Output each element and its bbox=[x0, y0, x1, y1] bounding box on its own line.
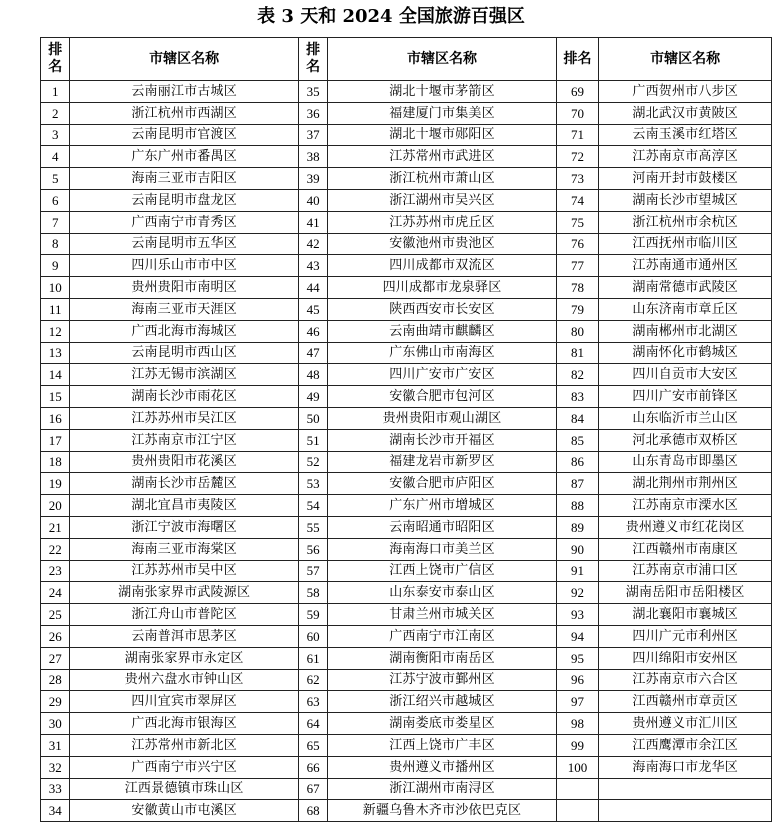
rank-cell: 86 bbox=[556, 451, 599, 473]
rank-cell: 98 bbox=[556, 713, 599, 735]
rank-cell: 85 bbox=[556, 429, 599, 451]
table-body bbox=[41, 81, 772, 822]
table-row bbox=[41, 473, 772, 495]
district-name-cell: 江苏宁波市鄞州区 bbox=[328, 669, 556, 691]
table-row bbox=[41, 495, 772, 517]
rank-cell: 46 bbox=[298, 320, 327, 342]
table-row bbox=[41, 124, 772, 146]
district-name-cell: 贵州遵义市汇川区 bbox=[599, 713, 772, 735]
district-name-cell: 湖南长沙市开福区 bbox=[328, 429, 556, 451]
district-name-cell: 江苏无锡市滨湖区 bbox=[70, 364, 298, 386]
district-name-cell: 江西赣州市南康区 bbox=[599, 538, 772, 560]
district-name-cell: 湖南怀化市鹤城区 bbox=[599, 342, 772, 364]
district-name-cell: 江苏南京市江宁区 bbox=[70, 429, 298, 451]
rank-cell: 24 bbox=[41, 582, 70, 604]
rank-cell: 59 bbox=[298, 604, 327, 626]
header-rank-col-1: 排 名 bbox=[41, 38, 70, 81]
rank-cell: 37 bbox=[298, 124, 327, 146]
rank-cell: 21 bbox=[41, 516, 70, 538]
district-name-cell: 河北承德市双桥区 bbox=[599, 429, 772, 451]
rank-cell: 56 bbox=[298, 538, 327, 560]
rank-cell: 34 bbox=[41, 800, 70, 822]
district-name-cell: 广东广州市番禺区 bbox=[70, 146, 298, 168]
district-name-cell: 安徽黄山市屯溪区 bbox=[70, 800, 298, 822]
district-name-cell: 浙江湖州市吴兴区 bbox=[328, 189, 556, 211]
district-name-cell: 湖北宜昌市夷陵区 bbox=[70, 495, 298, 517]
district-name-cell: 湖南长沙市岳麓区 bbox=[70, 473, 298, 495]
district-name-cell: 湖南长沙市望城区 bbox=[599, 189, 772, 211]
rank-cell: 8 bbox=[41, 233, 70, 255]
rank-cell: 81 bbox=[556, 342, 599, 364]
rank-cell: 94 bbox=[556, 625, 599, 647]
district-name-cell: 江西景德镇市珠山区 bbox=[70, 778, 298, 800]
district-name-cell: 四川乐山市市中区 bbox=[70, 255, 298, 277]
district-name-cell: 湖南岳阳市岳阳楼区 bbox=[599, 582, 772, 604]
district-name-cell: 浙江杭州市萧山区 bbox=[328, 168, 556, 190]
district-name-cell: 四川成都市龙泉驿区 bbox=[328, 277, 556, 299]
rank-cell: 3 bbox=[41, 124, 70, 146]
rank-cell: 45 bbox=[298, 298, 327, 320]
table-row bbox=[41, 146, 772, 168]
table-row bbox=[41, 778, 772, 800]
header-name-col-2: 市辖区名称 bbox=[328, 38, 556, 81]
district-name-cell: 江苏苏州市吴江区 bbox=[70, 407, 298, 429]
district-name-cell: 浙江绍兴市越城区 bbox=[328, 691, 556, 713]
rank-cell: 61 bbox=[298, 647, 327, 669]
header-rank-col-3: 排名 bbox=[556, 38, 599, 81]
district-name-cell: 山东青岛市即墨区 bbox=[599, 451, 772, 473]
rank-cell: 9 bbox=[41, 255, 70, 277]
district-name-cell: 安徽合肥市包河区 bbox=[328, 386, 556, 408]
rank-cell: 70 bbox=[556, 102, 599, 124]
district-name-cell: 江苏苏州市吴中区 bbox=[70, 560, 298, 582]
rank-cell: 96 bbox=[556, 669, 599, 691]
rank-cell: 1 bbox=[41, 81, 70, 103]
table-row bbox=[41, 320, 772, 342]
district-name-cell: 云南昆明市西山区 bbox=[70, 342, 298, 364]
table-row bbox=[41, 168, 772, 190]
district-name-cell: 江西抚州市临川区 bbox=[599, 233, 772, 255]
rank-cell: 20 bbox=[41, 495, 70, 517]
rank-cell: 25 bbox=[41, 604, 70, 626]
district-name-cell: 山东泰安市泰山区 bbox=[328, 582, 556, 604]
district-name-cell: 四川绵阳市安州区 bbox=[599, 647, 772, 669]
district-name-cell: 安徽池州市贵池区 bbox=[328, 233, 556, 255]
rank-cell: 12 bbox=[41, 320, 70, 342]
rank-cell: 2 bbox=[41, 102, 70, 124]
table-row bbox=[41, 102, 772, 124]
district-name-cell: 广东佛山市南海区 bbox=[328, 342, 556, 364]
table-row bbox=[41, 233, 772, 255]
district-name-cell: 安徽合肥市庐阳区 bbox=[328, 473, 556, 495]
district-name-cell: 贵州遵义市红花岗区 bbox=[599, 516, 772, 538]
district-name-cell: 四川广元市利州区 bbox=[599, 625, 772, 647]
rank-cell: 14 bbox=[41, 364, 70, 386]
district-name-cell: 广西南宁市兴宁区 bbox=[70, 756, 298, 778]
rank-cell bbox=[556, 778, 599, 800]
district-name-cell: 湖北襄阳市襄城区 bbox=[599, 604, 772, 626]
table-row bbox=[41, 800, 772, 822]
rank-cell: 26 bbox=[41, 625, 70, 647]
rank-cell: 72 bbox=[556, 146, 599, 168]
district-name-cell: 云南昆明市官渡区 bbox=[70, 124, 298, 146]
district-name-cell: 甘肃兰州市城关区 bbox=[328, 604, 556, 626]
rank-cell: 97 bbox=[556, 691, 599, 713]
header-name-col-1: 市辖区名称 bbox=[70, 38, 298, 81]
district-name-cell: 云南普洱市思茅区 bbox=[70, 625, 298, 647]
rank-cell: 32 bbox=[41, 756, 70, 778]
header-rank-col-2: 排 名 bbox=[298, 38, 327, 81]
district-name-cell: 江西上饶市广丰区 bbox=[328, 734, 556, 756]
district-name-cell: 湖北十堰市茅箭区 bbox=[328, 81, 556, 103]
district-name-cell: 海南海口市龙华区 bbox=[599, 756, 772, 778]
district-name-cell: 云南曲靖市麒麟区 bbox=[328, 320, 556, 342]
district-name-cell: 四川宜宾市翠屏区 bbox=[70, 691, 298, 713]
district-name-cell: 海南海口市美兰区 bbox=[328, 538, 556, 560]
rank-cell: 7 bbox=[41, 211, 70, 233]
rank-cell: 55 bbox=[298, 516, 327, 538]
district-name-cell: 浙江杭州市余杭区 bbox=[599, 211, 772, 233]
district-name-cell: 江苏常州市新北区 bbox=[70, 734, 298, 756]
table-row bbox=[41, 407, 772, 429]
rank-cell: 30 bbox=[41, 713, 70, 735]
rank-cell: 78 bbox=[556, 277, 599, 299]
table-row bbox=[41, 756, 772, 778]
rank-cell: 93 bbox=[556, 604, 599, 626]
rank-cell: 71 bbox=[556, 124, 599, 146]
rank-cell: 76 bbox=[556, 233, 599, 255]
district-name-cell: 山东济南市章丘区 bbox=[599, 298, 772, 320]
rank-cell: 62 bbox=[298, 669, 327, 691]
district-name-cell: 江苏南京市浦口区 bbox=[599, 560, 772, 582]
table-row bbox=[41, 538, 772, 560]
district-name-cell: 四川广安市广安区 bbox=[328, 364, 556, 386]
district-name-cell: 广西南宁市江南区 bbox=[328, 625, 556, 647]
rank-cell: 50 bbox=[298, 407, 327, 429]
district-name-cell: 江苏南京市高淳区 bbox=[599, 146, 772, 168]
district-name-cell: 贵州贵阳市花溪区 bbox=[70, 451, 298, 473]
district-name-cell: 江西上饶市广信区 bbox=[328, 560, 556, 582]
table-row bbox=[41, 211, 772, 233]
district-name-cell: 浙江宁波市海曙区 bbox=[70, 516, 298, 538]
district-name-cell: 河南开封市鼓楼区 bbox=[599, 168, 772, 190]
district-name-cell: 云南昭通市昭阳区 bbox=[328, 516, 556, 538]
rank-cell: 39 bbox=[298, 168, 327, 190]
rank-cell: 5 bbox=[41, 168, 70, 190]
district-name-cell: 贵州贵阳市观山湖区 bbox=[328, 407, 556, 429]
table-row bbox=[41, 604, 772, 626]
district-name-cell: 贵州遵义市播州区 bbox=[328, 756, 556, 778]
district-name-cell: 江西鹰潭市余江区 bbox=[599, 734, 772, 756]
rank-cell: 42 bbox=[298, 233, 327, 255]
rank-cell: 95 bbox=[556, 647, 599, 669]
table-row bbox=[41, 429, 772, 451]
table-row bbox=[41, 298, 772, 320]
district-name-cell: 江苏南京市六合区 bbox=[599, 669, 772, 691]
table-row bbox=[41, 342, 772, 364]
table-row bbox=[41, 364, 772, 386]
table-row bbox=[41, 669, 772, 691]
rank-cell: 29 bbox=[41, 691, 70, 713]
district-name-cell: 广东广州市增城区 bbox=[328, 495, 556, 517]
rank-cell: 41 bbox=[298, 211, 327, 233]
district-name-cell: 陕西西安市长安区 bbox=[328, 298, 556, 320]
rank-cell: 18 bbox=[41, 451, 70, 473]
rank-cell: 36 bbox=[298, 102, 327, 124]
district-name-cell bbox=[599, 800, 772, 822]
district-name-cell: 江苏南通市通州区 bbox=[599, 255, 772, 277]
rank-cell: 89 bbox=[556, 516, 599, 538]
rank-cell: 40 bbox=[298, 189, 327, 211]
district-name-cell: 江西赣州市章贡区 bbox=[599, 691, 772, 713]
district-name-cell: 云南昆明市五华区 bbox=[70, 233, 298, 255]
rank-cell: 63 bbox=[298, 691, 327, 713]
district-name-cell: 广西北海市海城区 bbox=[70, 320, 298, 342]
rank-cell: 49 bbox=[298, 386, 327, 408]
district-name-cell: 浙江湖州市南浔区 bbox=[328, 778, 556, 800]
rank-cell: 19 bbox=[41, 473, 70, 495]
rank-cell: 84 bbox=[556, 407, 599, 429]
rank-cell: 44 bbox=[298, 277, 327, 299]
rank-cell: 53 bbox=[298, 473, 327, 495]
district-name-cell: 新疆乌鲁木齐市沙依巴克区 bbox=[328, 800, 556, 822]
district-name-cell: 云南玉溪市红塔区 bbox=[599, 124, 772, 146]
rank-cell: 67 bbox=[298, 778, 327, 800]
district-name-cell: 湖南郴州市北湖区 bbox=[599, 320, 772, 342]
rank-cell: 77 bbox=[556, 255, 599, 277]
district-name-cell: 福建龙岩市新罗区 bbox=[328, 451, 556, 473]
district-name-cell: 湖南张家界市永定区 bbox=[70, 647, 298, 669]
table-row bbox=[41, 277, 772, 299]
district-name-cell: 广西北海市银海区 bbox=[70, 713, 298, 735]
table-row bbox=[41, 560, 772, 582]
district-name-cell: 云南昆明市盘龙区 bbox=[70, 189, 298, 211]
district-name-cell: 浙江杭州市西湖区 bbox=[70, 102, 298, 124]
district-name-cell: 福建厦门市集美区 bbox=[328, 102, 556, 124]
rank-cell: 22 bbox=[41, 538, 70, 560]
rank-cell: 73 bbox=[556, 168, 599, 190]
rank-cell: 6 bbox=[41, 189, 70, 211]
district-name-cell: 贵州贵阳市南明区 bbox=[70, 277, 298, 299]
district-name-cell: 四川成都市双流区 bbox=[328, 255, 556, 277]
rank-cell: 52 bbox=[298, 451, 327, 473]
district-name-cell: 四川自贡市大安区 bbox=[599, 364, 772, 386]
table-row bbox=[41, 625, 772, 647]
district-name-cell: 海南三亚市海棠区 bbox=[70, 538, 298, 560]
rank-cell: 31 bbox=[41, 734, 70, 756]
rank-cell: 75 bbox=[556, 211, 599, 233]
rank-cell: 4 bbox=[41, 146, 70, 168]
table-row bbox=[41, 255, 772, 277]
table-row bbox=[41, 189, 772, 211]
table-title: 表 3 天和 2024 全国旅游百强区 bbox=[257, 6, 525, 27]
rank-cell: 60 bbox=[298, 625, 327, 647]
district-name-cell bbox=[599, 778, 772, 800]
district-name-cell: 云南丽江市古城区 bbox=[70, 81, 298, 103]
rank-cell: 88 bbox=[556, 495, 599, 517]
district-name-cell: 湖南张家界市武陵源区 bbox=[70, 582, 298, 604]
rank-cell: 100 bbox=[556, 756, 599, 778]
district-name-cell: 广西贺州市八步区 bbox=[599, 81, 772, 103]
rank-cell: 33 bbox=[41, 778, 70, 800]
ranking-table bbox=[40, 37, 772, 822]
rank-cell: 17 bbox=[41, 429, 70, 451]
rank-cell: 48 bbox=[298, 364, 327, 386]
district-name-cell: 海南三亚市天涯区 bbox=[70, 298, 298, 320]
district-name-cell: 湖北武汉市黄陂区 bbox=[599, 102, 772, 124]
table-row bbox=[41, 582, 772, 604]
header-name-col-3: 市辖区名称 bbox=[599, 38, 772, 81]
rank-cell: 11 bbox=[41, 298, 70, 320]
table-row bbox=[41, 691, 772, 713]
district-name-cell: 江苏苏州市虎丘区 bbox=[328, 211, 556, 233]
table-row bbox=[41, 81, 772, 103]
rank-cell: 74 bbox=[556, 189, 599, 211]
table-row bbox=[41, 386, 772, 408]
district-name-cell: 山东临沂市兰山区 bbox=[599, 407, 772, 429]
district-name-cell: 湖北荆州市荆州区 bbox=[599, 473, 772, 495]
rank-cell: 80 bbox=[556, 320, 599, 342]
rank-cell: 28 bbox=[41, 669, 70, 691]
rank-cell: 65 bbox=[298, 734, 327, 756]
rank-cell: 92 bbox=[556, 582, 599, 604]
rank-cell: 66 bbox=[298, 756, 327, 778]
rank-cell: 51 bbox=[298, 429, 327, 451]
district-name-cell: 广西南宁市青秀区 bbox=[70, 211, 298, 233]
rank-cell: 79 bbox=[556, 298, 599, 320]
rank-cell: 83 bbox=[556, 386, 599, 408]
district-name-cell: 湖南常德市武陵区 bbox=[599, 277, 772, 299]
district-name-cell: 湖南衡阳市南岳区 bbox=[328, 647, 556, 669]
rank-cell: 27 bbox=[41, 647, 70, 669]
rank-cell: 58 bbox=[298, 582, 327, 604]
rank-cell: 91 bbox=[556, 560, 599, 582]
district-name-cell: 江苏南京市溧水区 bbox=[599, 495, 772, 517]
rank-cell: 23 bbox=[41, 560, 70, 582]
rank-cell: 68 bbox=[298, 800, 327, 822]
table-header-row bbox=[41, 38, 772, 81]
rank-cell bbox=[556, 800, 599, 822]
rank-cell: 57 bbox=[298, 560, 327, 582]
table-row bbox=[41, 734, 772, 756]
district-name-cell: 江苏常州市武进区 bbox=[328, 146, 556, 168]
rank-cell: 38 bbox=[298, 146, 327, 168]
table-row bbox=[41, 451, 772, 473]
district-name-cell: 湖南娄底市娄星区 bbox=[328, 713, 556, 735]
table-row bbox=[41, 713, 772, 735]
district-name-cell: 湖南长沙市雨花区 bbox=[70, 386, 298, 408]
rank-cell: 10 bbox=[41, 277, 70, 299]
district-name-cell: 贵州六盘水市钟山区 bbox=[70, 669, 298, 691]
rank-cell: 54 bbox=[298, 495, 327, 517]
rank-cell: 87 bbox=[556, 473, 599, 495]
rank-cell: 35 bbox=[298, 81, 327, 103]
rank-cell: 69 bbox=[556, 81, 599, 103]
rank-cell: 99 bbox=[556, 734, 599, 756]
table-row bbox=[41, 516, 772, 538]
rank-cell: 47 bbox=[298, 342, 327, 364]
district-name-cell: 浙江舟山市普陀区 bbox=[70, 604, 298, 626]
rank-cell: 15 bbox=[41, 386, 70, 408]
rank-cell: 13 bbox=[41, 342, 70, 364]
rank-cell: 90 bbox=[556, 538, 599, 560]
rank-cell: 43 bbox=[298, 255, 327, 277]
rank-cell: 82 bbox=[556, 364, 599, 386]
district-name-cell: 海南三亚市吉阳区 bbox=[70, 168, 298, 190]
district-name-cell: 四川广安市前锋区 bbox=[599, 386, 772, 408]
rank-cell: 64 bbox=[298, 713, 327, 735]
district-name-cell: 湖北十堰市郧阳区 bbox=[328, 124, 556, 146]
rank-cell: 16 bbox=[41, 407, 70, 429]
table-row bbox=[41, 647, 772, 669]
